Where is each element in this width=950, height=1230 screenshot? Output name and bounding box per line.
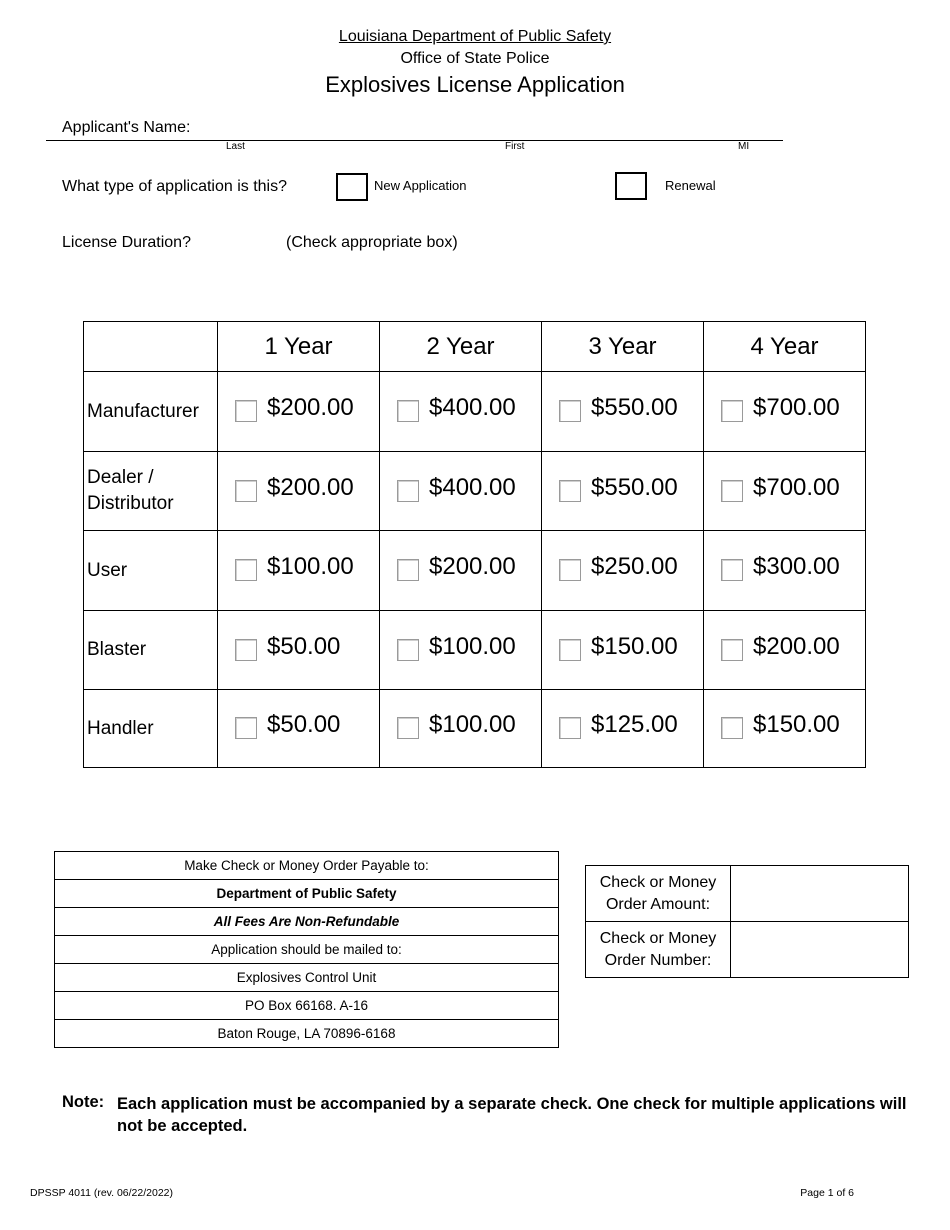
fee-checkbox[interactable] [559, 717, 581, 739]
fee-checkbox[interactable] [559, 480, 581, 502]
category-label [84, 452, 218, 531]
note-label: Note: [62, 1093, 105, 1111]
fee-row-blaster [84, 611, 866, 690]
category-label: User [84, 531, 218, 611]
fee-checkbox[interactable] [397, 400, 419, 422]
fee-checkbox[interactable] [397, 559, 419, 581]
fee-checkbox[interactable] [559, 400, 581, 422]
fee-amount: $400.00 [429, 394, 516, 421]
money-order-number-label-text: Check or Money Order Number: [599, 929, 717, 969]
license-fee-table [83, 321, 866, 768]
column-header: 3 Year [542, 322, 704, 372]
fee-amount: $125.00 [591, 711, 678, 738]
new-application-checkbox[interactable] [336, 173, 368, 201]
fee-checkbox[interactable] [235, 717, 257, 739]
middle-initial-sublabel: MI [738, 141, 750, 152]
form-id: DPSSP 4011 (rev. 06/22/2022) [30, 1187, 174, 1199]
note-text: Each application must be accompanied by a separate check. One check for multiple applications will not be accepted. [117, 1095, 907, 1135]
fee-amount: $400.00 [429, 473, 516, 501]
category-label-text: Dealer / Distributor [87, 467, 174, 514]
fee-checkbox[interactable] [721, 480, 743, 502]
fee-amount: $300.00 [753, 553, 840, 580]
fee-amount: $50.00 [267, 632, 341, 660]
fee-checkbox[interactable] [235, 400, 257, 422]
money-order-number-label [586, 922, 731, 978]
office-name: Office of State Police [400, 50, 550, 67]
money-order-table [585, 865, 909, 978]
fee-checkbox[interactable] [397, 639, 419, 661]
money-order-amount-label-text: Check or Money Order Amount: [599, 873, 717, 913]
column-header: 4 Year [704, 322, 866, 372]
last-name-sublabel: Last [226, 141, 245, 152]
payment-instruction-line: Department of Public Safety [55, 880, 559, 908]
payment-instruction-line: All Fees Are Non-Refundable [55, 908, 559, 936]
money-order-amount-label [586, 866, 731, 922]
fee-amount: $150.00 [591, 632, 678, 660]
fee-amount: $200.00 [753, 632, 840, 660]
fee-amount: $250.00 [591, 553, 678, 580]
fee-row-dealer-distributor [84, 452, 866, 531]
fee-checkbox[interactable] [397, 480, 419, 502]
money-order-amount-field[interactable] [731, 866, 909, 922]
fee-amount: $200.00 [267, 473, 354, 501]
fee-checkbox[interactable] [559, 559, 581, 581]
fee-amount: $50.00 [267, 711, 341, 738]
category-label: Handler [84, 690, 218, 768]
fee-amount: $550.00 [591, 394, 678, 421]
fee-row-user [84, 531, 866, 611]
fee-amount: $150.00 [753, 711, 840, 738]
license-duration-hint: (Check appropriate box) [286, 234, 458, 251]
fee-row-handler [84, 690, 866, 768]
applicant-name-label: Applicant's Name: [62, 119, 191, 136]
fee-checkbox[interactable] [235, 559, 257, 581]
fee-checkbox[interactable] [559, 639, 581, 661]
fee-amount: $200.00 [267, 394, 354, 421]
fee-checkbox[interactable] [721, 400, 743, 422]
new-application-label: New Application [374, 178, 467, 193]
category-label: Manufacturer [84, 372, 218, 452]
application-type-question: What type of application is this? [62, 178, 288, 195]
fee-table-header-row [84, 322, 866, 372]
fee-amount: $100.00 [429, 711, 516, 738]
fee-amount: $100.00 [267, 553, 354, 580]
fee-checkbox[interactable] [397, 717, 419, 739]
column-header: 1 Year [218, 322, 380, 372]
renewal-label: Renewal [665, 178, 716, 193]
payment-instruction-line: Baton Rouge, LA 70896-6168 [55, 1020, 559, 1048]
renewal-checkbox[interactable] [615, 172, 647, 200]
column-header: 2 Year [380, 322, 542, 372]
payment-instruction-line: Explosives Control Unit [55, 964, 559, 992]
fee-checkbox[interactable] [721, 559, 743, 581]
payment-instructions-table [54, 851, 559, 1048]
fee-amount: $700.00 [753, 394, 840, 421]
category-label: Blaster [84, 611, 218, 690]
fee-checkbox[interactable] [721, 639, 743, 661]
license-duration-label: License Duration? [62, 234, 191, 251]
fee-amount: $200.00 [429, 553, 516, 580]
fee-amount: $100.00 [429, 632, 516, 660]
fee-checkbox[interactable] [235, 639, 257, 661]
payment-instruction-line: Make Check or Money Order Payable to: [55, 852, 559, 880]
fee-checkbox[interactable] [235, 480, 257, 502]
fee-checkbox[interactable] [721, 717, 743, 739]
fee-table-corner-cell [84, 322, 218, 372]
applicant-name-field[interactable] [46, 140, 783, 141]
form-title: Explosives License Application [325, 72, 625, 97]
fee-amount: $550.00 [591, 473, 678, 501]
money-order-number-field[interactable] [731, 922, 909, 978]
agency-name: Louisiana Department of Public Safety [338, 28, 612, 45]
fee-row-manufacturer [84, 372, 866, 452]
fee-amount: $700.00 [753, 473, 840, 501]
first-name-sublabel: First [505, 141, 525, 152]
payment-instruction-line: Application should be mailed to: [55, 936, 559, 964]
payment-instruction-line: PO Box 66168. A-16 [55, 992, 559, 1020]
page-number: Page 1 of 6 [800, 1187, 854, 1199]
